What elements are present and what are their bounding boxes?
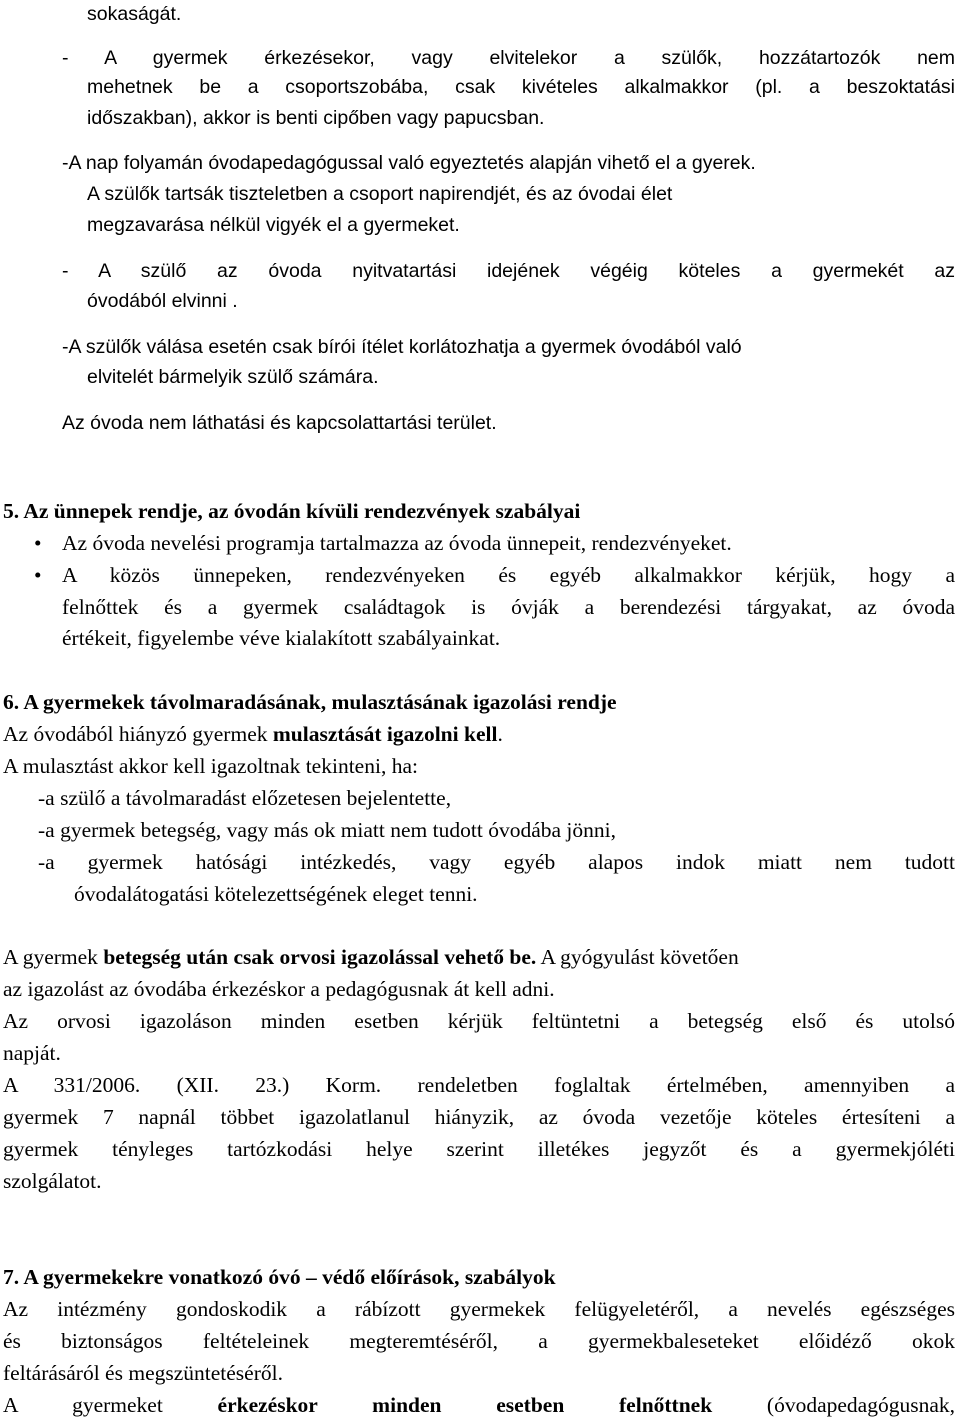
text-line (3, 943, 739, 971)
section-heading: 5. Az ünnepek rendje, az óvodán kívüli rendezvények szabályai (3, 499, 581, 523)
text-line: A 331/2006. (XII. 23.) Korm. rendeletben foglaltak értelmében, amennyiben a (3, 1073, 955, 1097)
section-heading: 6. A gyermekek távolmaradásának, mulasztásának igazolási rendje (3, 690, 617, 714)
text-line: gyermek 7 napnál többet igazolatlanul hiányzik, az óvoda vezetője köteles értesíteni a (3, 1105, 955, 1129)
text-line: A szülők tartsák tiszteletben a csoport napirendjét, és az óvodai élet (87, 183, 673, 205)
text-line: gyermek tényleges tartózkodási helye szerint illetékes jegyzőt és a gyermekjóléti (3, 1137, 955, 1161)
text-line: - A szülő az óvoda nyitvatartási idejének végéig köteles a gyermekét az (62, 260, 955, 282)
list-item: -a gyermek betegség, vagy más ok miatt nem tudott óvodába jönni, (38, 818, 616, 842)
text-line: A mulasztást akkor kell igazoltnak tekinteni, ha: (3, 754, 418, 778)
text-line: elvitelét bármelyik szülő számára. (87, 366, 379, 388)
text-line: időszakban), akkor is benti cipőben vagy papucsban. (87, 107, 545, 129)
text-span: A gyermeket (3, 1393, 218, 1417)
bold-text: érkezéskor minden esetben felnőttnek (217, 1393, 713, 1417)
text-line: Az óvoda nem láthatási és kapcsolattartási terület. (62, 412, 497, 434)
text-span: A gyógyulást követően (536, 945, 739, 969)
section-heading: 7. A gyermekekre vonatkozó óvó – védő előírások, szabályok (3, 1265, 556, 1289)
text-span: (óvodapedagógusnak, (712, 1393, 955, 1417)
bullet-text: Az óvoda nevelési programja tartalmazza az óvoda ünnepeit, rendezvényeket. (62, 531, 732, 555)
text-line: sokaságát. (87, 3, 182, 25)
text-line: szolgálatot. (3, 1169, 102, 1193)
text-span: A gyermek (3, 945, 104, 969)
bold-text: mulasztását igazolni kell (272, 722, 498, 746)
text-line: és biztonságos feltételeinek megteremtéséről, a gyermekbaleseteket előidéző okok (3, 1329, 955, 1353)
text-line: Az orvosi igazoláson minden esetben kérjük feltüntetni a betegség első és utolsó (3, 1009, 955, 1033)
text-line: feltárásáról és megszüntetéséről. (3, 1361, 283, 1385)
text-line: mehetnek be a csoportszobába, csak kivételes alkalmakkor (pl. a beszoktatási (87, 76, 955, 98)
bullet: • (34, 563, 42, 587)
bullet: • (34, 531, 42, 555)
text-line: Az intézmény gondoskodik a rábízott gyermekek felügyeletéről, a nevelés egészséges (3, 1297, 955, 1321)
text-line: megzavarása nélkül vigyék el a gyermeket. (87, 214, 460, 236)
bold-text: betegség után csak orvosi igazolással vehető be. (103, 945, 537, 969)
text-line: -A nap folyamán óvodapedagógussal való egyeztetés alapján vihető el a gyerek. (62, 152, 756, 174)
text-line: - A gyermek érkezésekor, vagy elvitelekor a szülők, hozzátartozók nem (62, 47, 955, 69)
bullet-text: A közös ünnepeken, rendezvényeken és egyéb alkalmakkor kérjük, hogy a (62, 563, 955, 587)
list-item: -a szülő a távolmaradást előzetesen bejelentette, (38, 786, 452, 810)
list-item: óvodalátogatási kötelezettségének eleget tenni. (74, 882, 478, 906)
bullet-text: értékeit, figyelembe véve kialakított szabályainkat. (62, 626, 501, 650)
list-item: -a gyermek hatósági intézkedés, vagy egyéb alapos indok miatt nem tudott (38, 850, 955, 874)
text-line: óvodából elvinni . (87, 290, 238, 312)
text-line (3, 720, 503, 748)
text-line: napját. (3, 1041, 61, 1065)
text-line (3, 1391, 955, 1419)
text-span: . (497, 722, 503, 746)
text-line: -A szülők válása esetén csak bírói ítélet korlátozhatja a gyermek óvodából való (62, 336, 742, 358)
text-span: Az óvodából hiányzó gyermek (3, 722, 273, 746)
bullet-text: felnőttek és a gyermek családtagok is óvják a berendezési tárgyakat, az óvoda (62, 595, 955, 619)
text-line: az igazolást az óvodába érkezéskor a pedagógusnak át kell adni. (3, 977, 555, 1001)
